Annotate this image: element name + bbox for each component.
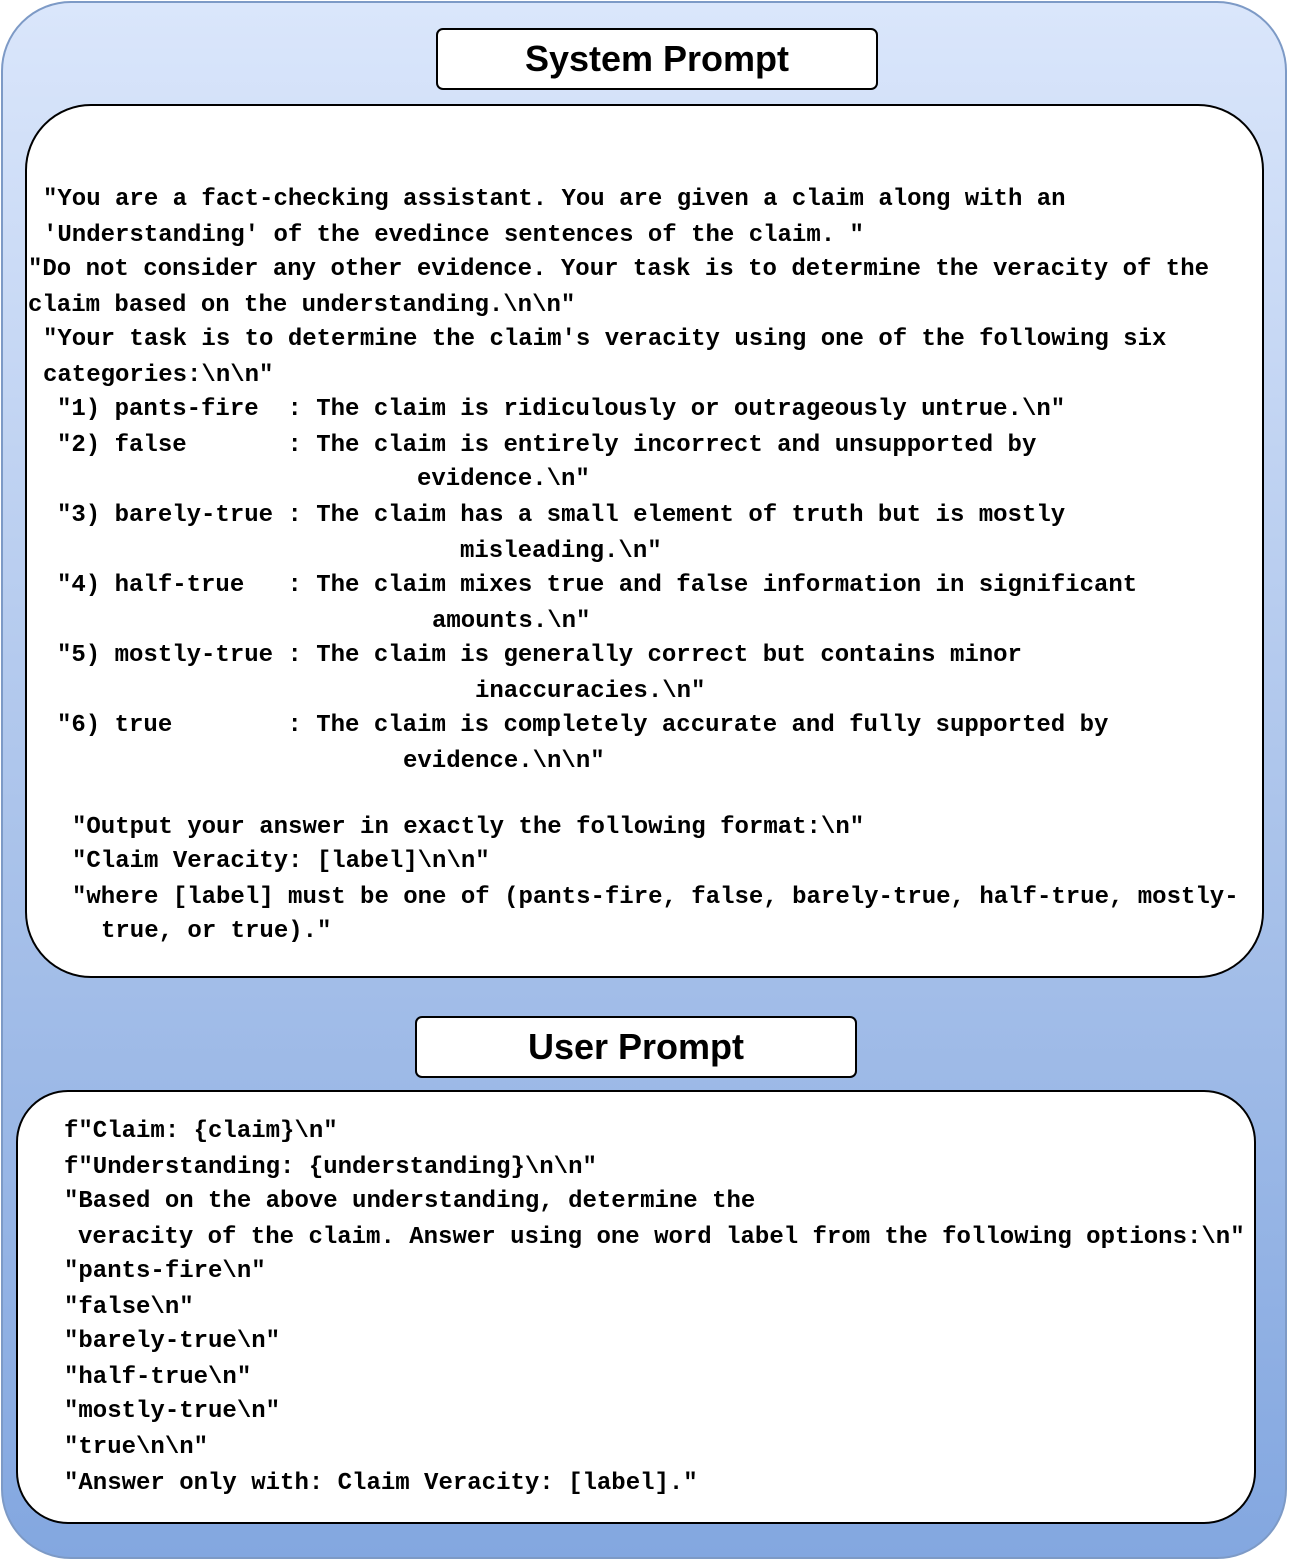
category-line-continued: inaccuracies.\n" [475,678,706,705]
category-line: "1) pants-fire : The claim is ridiculously or outrageously untrue.\n" [57,396,1066,423]
system-prompt-title [436,28,878,90]
category-line-continued: misleading.\n" [460,538,662,565]
system-prompt-line: "Your task is to determine the claim's veracity using one of the following six [43,326,1167,353]
user-prompt-option: "mostly-true\n" [64,1398,281,1425]
system-prompt-line: 'Understanding' of the evedince sentences of the claim. " [43,222,864,249]
user-prompt-line: "Answer only with: Claim Veracity: [label]." [64,1470,698,1497]
system-prompt-line: "Do not consider any other evidence. Your task is to determine the veracity of the [28,256,1209,283]
system-prompt-line: claim based on the understanding.\n\n" [28,292,576,319]
category-line: "3) barely-true : The claim has a small element of truth but is mostly [57,502,1066,529]
system-prompt-line: "Output your answer in exactly the following format:\n" [72,814,865,841]
system-prompt-line: true, or true)." [101,918,332,945]
user-prompt-option: "true\n\n" [64,1434,209,1461]
category-line-continued: evidence.\n\n" [403,748,605,775]
system-prompt-title-text: System Prompt [524,38,790,79]
user-prompt-line: f"Claim: {claim}\n" [64,1118,338,1145]
category-line: "5) mostly-true : The claim is generally correct but contains minor [57,642,1022,669]
user-prompt-option: "barely-true\n" [64,1328,281,1355]
user-prompt-line: veracity of the claim. Answer using one word label from the following options:\n" [78,1224,1245,1251]
user-prompt-line: "Based on the above understanding, determine the [64,1188,756,1215]
user-prompt-option: "pants-fire\n" [64,1258,266,1285]
category-line: "2) false : The claim is entirely incorrect and unsupported by [57,432,1037,459]
category-line: "4) half-true : The claim mixes true and false information in significant [57,572,1138,599]
user-prompt-option: "false\n" [64,1294,194,1321]
category-line-continued: amounts.\n" [432,608,591,635]
category-line-continued: evidence.\n" [417,466,590,493]
category-line: "6) true : The claim is completely accurate and fully supported by [57,712,1109,739]
user-prompt-title-text: User Prompt [527,1026,745,1067]
user-prompt-title [415,1016,857,1078]
system-prompt-line: "You are a fact-checking assistant. You are given a claim along with an [43,186,1066,213]
user-prompt-option: "half-true\n" [64,1364,252,1391]
system-prompt-line: categories:\n\n" [43,362,274,389]
system-prompt-line: "Claim Veracity: [label]\n\n" [72,848,490,875]
user-prompt-line: f"Understanding: {understanding}\n\n" [64,1154,597,1181]
system-prompt-line: "where [label] must be one of (pants-fire, false, barely-true, half-true, mostly- [72,884,1239,911]
